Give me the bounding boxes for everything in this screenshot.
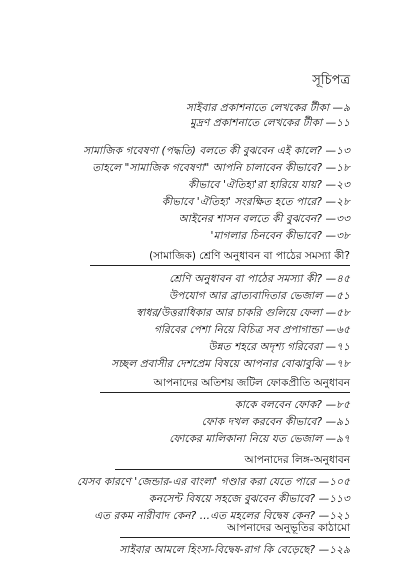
- toc-entry: সাইবার আমলে হিংসা-বিদ্বেষ-রাগ কি বেড়েছে? —১২৯: [119, 544, 350, 556]
- toc-entry: কাকে বলবেন ফোক? —৮৫: [234, 399, 350, 411]
- toc-entry: কীভাবে 'ঐতিহ্য' সংরক্ষিত হতে পারে? —২৮: [161, 196, 350, 208]
- toc-entry: এত রকম নারীবাদ কেন? ...এত মহলের বিদ্বেষ কেন? —১২১: [94, 510, 350, 522]
- toc-entry: স্বাধর/উত্তরাধিকার আর চাকরি গুলিয়ে ফেলা —৫৮: [135, 307, 350, 319]
- section-heading: আপনাদের লিঙ্গ-অনুধাবন: [244, 454, 350, 466]
- toc-entry: সাইবার প্রকাশনাতে লেখকের টীকা —৯: [185, 102, 350, 114]
- toc-entry: সামাজিক গবেষণা (পদ্ধতি) বলতে কী বুঝবেন এই কালে? —১৩: [83, 145, 350, 157]
- toc-entry: শ্রেণি অনুধাবন বা পাঠের সমস্যা কী? —৪৫: [169, 273, 350, 285]
- toc-entry: গরিবের পেশা নিয়ে বিচিত্র সব প্রপাগান্ডা —৬৫: [154, 324, 350, 336]
- toc-entry: সচ্ছল প্রবাসীর দেশপ্রেম বিষয়ে আপনার বোঝাবুঝি —৭৮: [111, 358, 350, 370]
- section-heading: আপনাদের অনুভূতির কাঠামো: [227, 522, 350, 534]
- toc-entry: কনসেন্ট বিষয়ে সহজে বুঝবেন কীভাবে? —১১৩: [148, 493, 350, 505]
- toc-entry: কীভাবে 'ঐতিহ্য'রা হারিয়ে যায়? —২৩: [187, 179, 350, 191]
- section-rule: [120, 537, 350, 538]
- toc-entry: তাহলে "সামাজিক গবেষণা" আপনি চালাবেন কীভাবে? —১৮: [92, 162, 350, 174]
- section-rule: [100, 392, 350, 393]
- page-title: সূচিপত্র: [312, 73, 350, 88]
- section-rule: [115, 469, 350, 470]
- toc-entry: মুদ্রণ প্রকাশনাতে লেখকের টীকা —১১: [189, 117, 350, 129]
- toc-entry: ফোক দখল করবেন কীভাবে? —৯১: [201, 416, 350, 428]
- toc-entry: যেসব কারণে 'জেন্ডার-এর বাংলা' গণ্ডার করা যেতে পারে —১০৫: [76, 476, 350, 488]
- section-rule: [90, 265, 350, 266]
- toc-entry: উন্নত শহরে অদৃশ্য গরিবেরা —৭১: [208, 341, 350, 353]
- toc-entry: আইনের শাসন বলতে কী বুঝবেন? —৩৩: [178, 213, 350, 225]
- toc-entry: 'মাগলার চিনবেন কীভাবে? —৩৮: [210, 230, 350, 242]
- section-heading: আপনাদের অতিশয় জটিল ফোকপ্রীতি অনুধাবন: [153, 377, 350, 389]
- toc-entry: উপযোগ আর ব্রাত্যবাদিতার ভেজাল —৫১: [168, 290, 350, 302]
- toc-entry: ফোকের মালিকানা নিয়ে যত ভেজাল —৯৭: [169, 433, 350, 445]
- section-heading: (সামাজিক) শ্রেণি অনুধাবন বা পাঠের সমস্যা কী?: [149, 250, 350, 262]
